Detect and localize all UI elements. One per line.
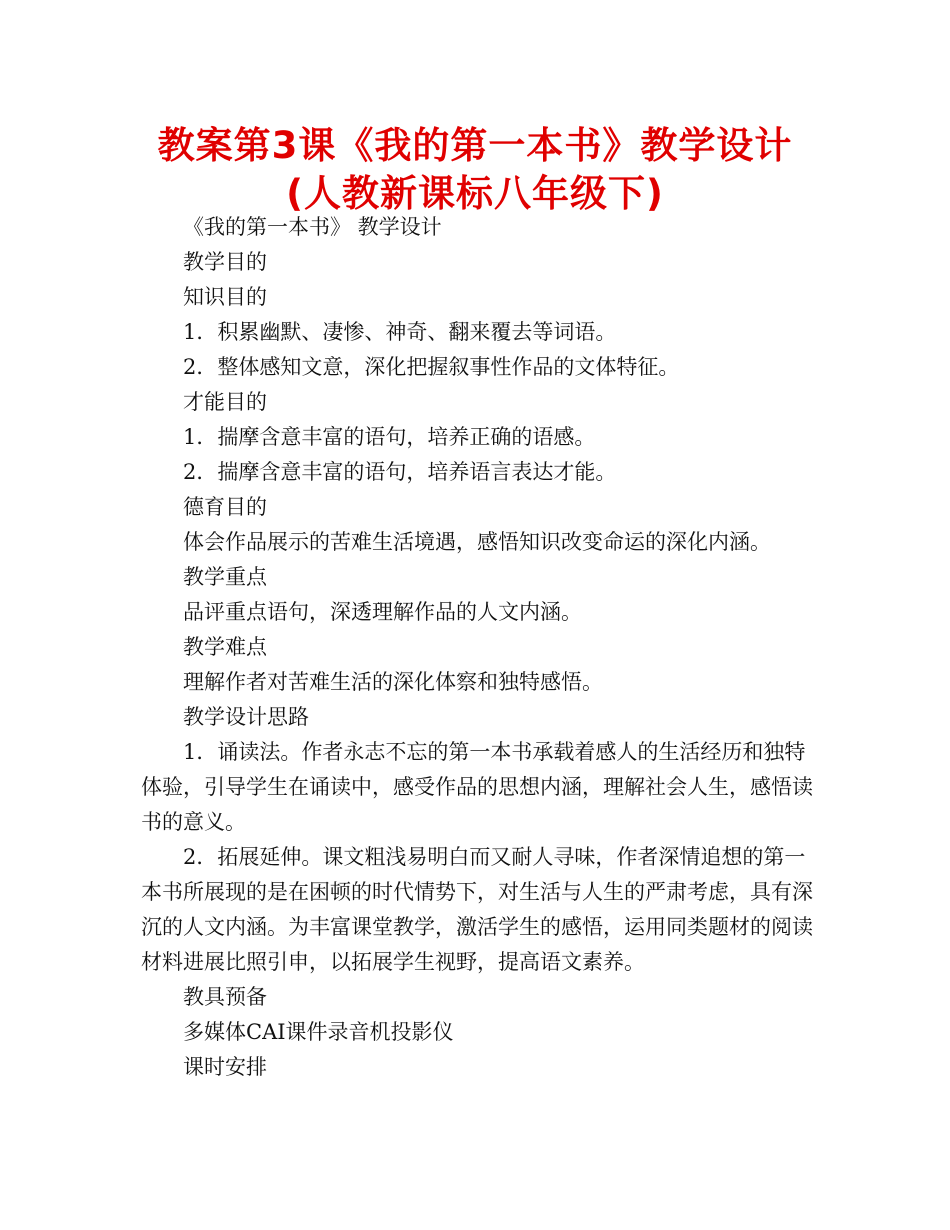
document-body bbox=[141, 210, 813, 1085]
ability-goal-2: 2．揣摩含意丰富的语句，培养语言表达才能。 bbox=[183, 460, 617, 484]
heading-difficulties: 教学难点 bbox=[183, 635, 267, 659]
heading-teaching-aids: 教具预备 bbox=[183, 985, 267, 1009]
teaching-aids-text: 多媒体CAI课件录音机投影仪 bbox=[183, 1020, 454, 1044]
difficulties-text: 理解作者对苦难生活的深化体察和独特感悟。 bbox=[183, 670, 603, 694]
heading-teaching-goals: 教学目的 bbox=[183, 250, 267, 274]
design-idea-2: 2．拓展延伸。课文粗浅易明白而又耐人寻味，作者深情追想的第一本书所展现的是在困顿的时代情势下，对生活与人生的严肃考虑，具有深沉的人文内涵。为丰富课堂教学，激活学生的感悟，运用同类题材的阅读材料进展比照引申，以拓展学生视野，提高语文素养。 bbox=[141, 845, 813, 974]
heading-moral-goals: 德育目的 bbox=[183, 495, 267, 519]
knowledge-goal-1: 1．积累幽默、凄惨、神奇、翻来覆去等词语。 bbox=[183, 320, 617, 344]
document-title-line-2: (人教新课标八年级下) bbox=[286, 172, 664, 215]
heading-key-points: 教学重点 bbox=[183, 565, 267, 589]
heading-design-ideas: 教学设计思路 bbox=[183, 705, 309, 729]
heading-knowledge-goals: 知识目的 bbox=[183, 285, 267, 309]
heading-ability-goals: 才能目的 bbox=[183, 390, 267, 414]
moral-goal: 体会作品展示的苦难生活境遇，感悟知识改变命运的深化内涵。 bbox=[183, 530, 771, 554]
ability-goal-1: 1．揣摩含意丰富的语句，培养正确的语感。 bbox=[183, 425, 596, 449]
heading-class-schedule: 课时安排 bbox=[183, 1055, 267, 1079]
design-idea-1: 1．诵读法。作者永志不忘的第一本书承载着感人的生活经历和独特体验，引导学生在诵读中，感受作品的思想内涵，理解社会人生，感悟读书的意义。 bbox=[141, 740, 813, 834]
knowledge-goal-2: 2．整体感知文意，深化把握叙事性作品的文体特征。 bbox=[183, 355, 680, 379]
document-title-line-1: 教案第3课《我的第一本书》教学设计 bbox=[157, 124, 793, 167]
key-points-text: 品评重点语句，深透理解作品的人文内涵。 bbox=[183, 600, 582, 624]
doc-subtitle: 《我的第一本书》 教学设计 bbox=[183, 215, 442, 239]
